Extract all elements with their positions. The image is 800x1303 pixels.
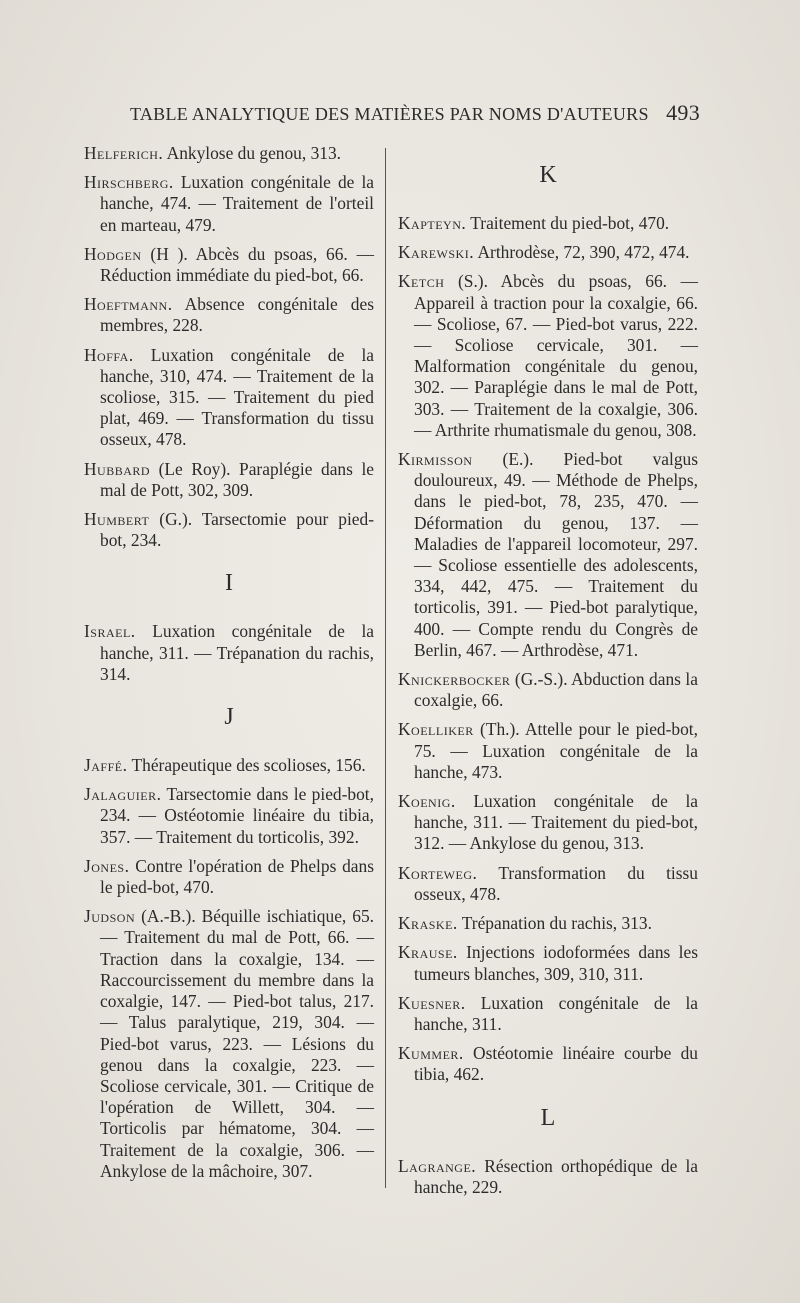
entry-text: (G.-S.). Abduction dans la coxalgie, 66. bbox=[414, 669, 698, 711]
entry-text: Luxation congénitale de la hanche, 310, 474. — Traitement de la scoliose, 315. — Traitement du pied plat, 469. — Transformation du tissu osseux, 478. bbox=[100, 344, 374, 450]
author-name: Jaffé. bbox=[84, 755, 128, 776]
section-letter: L bbox=[540, 1104, 556, 1131]
index-entry bbox=[398, 213, 698, 234]
section-letter: I bbox=[225, 570, 233, 597]
author-name: Koenig. bbox=[398, 791, 456, 812]
index-entry bbox=[84, 621, 374, 685]
entry-text: Ostéotomie linéaire courbe du tibia, 462. bbox=[414, 1043, 698, 1085]
entry-text: (Le Roy). Paraplégie dans le mal de Pott, 302, 309. bbox=[100, 458, 374, 500]
author-name: Kraske. bbox=[398, 913, 458, 934]
author-name: Ketch bbox=[398, 271, 445, 292]
page-number: 493 bbox=[666, 100, 700, 125]
index-entry bbox=[398, 719, 698, 783]
index-entry bbox=[84, 459, 374, 501]
entry-text: (S.). Abcès du psoas, 66. — Appareil à traction pour la coxalgie, 66. — Scoliose, 67. — Pied-bot varus, 222. — Scoliose cervicale, 301. — Malformation congénitale du genou, 302. — Paraplégie dans le mal de Pott, 303. — Traitement de la coxalgie, 306. — Arthrite rhumatismale du genou, 308. bbox=[414, 271, 698, 440]
author-name: Kapteyn. bbox=[398, 213, 467, 233]
entry-text: Luxation congénitale de la hanche, 311. bbox=[414, 992, 698, 1034]
index-entry bbox=[398, 449, 698, 661]
index-entry bbox=[84, 784, 374, 848]
author-name: Hoeftmann. bbox=[84, 294, 173, 315]
entry-text: Luxation congénitale de la hanche, 474. — Traitement de l'orteil en marteau, 479. bbox=[100, 172, 374, 235]
index-entry bbox=[84, 906, 374, 1182]
author-name: Krause. bbox=[398, 942, 458, 963]
author-name: Helferich. bbox=[84, 143, 164, 163]
author-name: Lagrange. bbox=[398, 1155, 477, 1176]
entry-text: Contre l'opération de Phelps dans le pied-bot, 470. bbox=[100, 855, 374, 898]
entry-text: (E.). Pied-bot valgus douloureux, 49. — Méthode de Phelps, dans le pied-bot, 78, 235, 470. — Déformation du genou, 137. — Maladies de l'appareil locomoteur, 297. — Scoliose essentielle des adolescents, 334, 442, 475. — Traitement du torticolis, 391. — Pied-bot paralytique, 400. — Compte rendu du Congrès de Berlin, 467. — Arthrodèse, 471. bbox=[414, 449, 698, 660]
index-entry bbox=[398, 1043, 698, 1085]
index-entry bbox=[84, 143, 374, 164]
entry-text: Transformation du tissu osseux, 478. bbox=[414, 862, 698, 904]
index-entry bbox=[84, 345, 374, 451]
left-column bbox=[84, 143, 374, 1190]
running-header bbox=[130, 96, 700, 130]
entry-text: Injections iodoformées dans les tumeurs blanches, 309, 310, 311. bbox=[414, 942, 698, 984]
entry-text: (Th.). Attelle pour le pied-bot, 75. — Luxation congénitale de la hanche, 473. bbox=[414, 719, 698, 782]
entry-text: Luxation congénitale de la hanche, 311. — Traitement du pied-bot, 312. — Ankylose du genou, 313. bbox=[414, 791, 698, 854]
entry-text: Luxation congénitale de la hanche, 311. — Trépanation du rachis, 314. bbox=[100, 621, 374, 684]
entry-text: (A.-B.). Béquille ischiatique, 65.— Traitement du mal de Pott, 66. — Traction dans la coxalgie, 134. — Raccourcissement du membre dans la coxalgie, 147. — Pied-bot talus, 217. — Talus paralytique, 219, 304. — Pied-bot varus, 223. — Lésions du genou dans la coxalgie, 223. — Scoliose cervicale, 301. — Critique de l'opération de Willett, 304. — Torticolis par hématome, 304. — Traitement de la coxalgie, 306. — Ankylose de la mâchoire, 307. bbox=[100, 906, 374, 1181]
author-name: Hoffa. bbox=[84, 344, 134, 365]
index-entry bbox=[398, 942, 698, 984]
entry-text: Arthrodèse, 72, 390, 472, 474. bbox=[474, 242, 690, 263]
author-name: Kummer. bbox=[398, 1043, 464, 1064]
entry-text: (G.). Tarsectomie pour pied-bot, 234. bbox=[100, 509, 374, 551]
index-entry bbox=[398, 913, 698, 934]
section-letter: J bbox=[224, 704, 234, 731]
index-entry bbox=[398, 791, 698, 855]
author-name: Hodgen bbox=[84, 243, 142, 264]
index-entry bbox=[84, 509, 374, 551]
section-letter: K bbox=[539, 162, 557, 188]
entry-text: Traitement du pied-bot, 470. bbox=[466, 213, 670, 233]
author-name: Hubbard bbox=[84, 458, 151, 479]
author-name: Knickerbocker bbox=[398, 669, 511, 690]
index-entry bbox=[84, 755, 374, 776]
author-name: Humbert bbox=[84, 509, 150, 530]
index-entry bbox=[398, 1156, 698, 1198]
index-entry bbox=[84, 244, 374, 286]
entry-text: Tarsectomie dans le pied-bot, 234. — Ostéotomie linéaire du tibia, 357. — Traitement du torticolis, 392. bbox=[100, 784, 374, 847]
author-name: Jones. bbox=[84, 855, 130, 876]
entry-text: (H ). Abcès du psoas, 66. — Réduction immédiate du pied-bot, 66. bbox=[100, 243, 374, 286]
author-name: Koelliker bbox=[398, 719, 474, 740]
author-name: Jalaguier. bbox=[84, 784, 162, 805]
entry-text: Résection orthopédique de la hanche, 229. bbox=[414, 1155, 698, 1197]
author-name: Judson bbox=[84, 906, 136, 927]
right-column bbox=[398, 143, 698, 1206]
author-name: Israel. bbox=[84, 621, 136, 642]
author-name: Karewski. bbox=[398, 242, 475, 263]
index-entry bbox=[398, 271, 698, 441]
index-entry bbox=[84, 172, 374, 236]
index-entry bbox=[398, 242, 698, 263]
header-title: TABLE ANALYTIQUE DES MATIÈRES PAR NOMS D'AUTEURS bbox=[130, 104, 649, 124]
author-name: Kirmisson bbox=[398, 449, 473, 470]
author-name: Hirschberg. bbox=[84, 172, 174, 193]
index-entry bbox=[398, 993, 698, 1035]
index-entry bbox=[398, 669, 698, 711]
entry-text: Thérapeutique des scolioses, 156. bbox=[127, 755, 366, 776]
author-name: Korteweg. bbox=[398, 862, 478, 883]
author-name: Kuesner. bbox=[398, 992, 466, 1013]
entry-text: Ankylose du genou, 313. bbox=[163, 143, 342, 163]
column-divider bbox=[385, 148, 386, 1188]
index-entry bbox=[398, 863, 698, 905]
index-entry bbox=[84, 856, 374, 898]
entry-text: Absence congénitale des membres, 228. bbox=[100, 294, 374, 336]
entry-text: Trépanation du rachis, 313. bbox=[457, 913, 652, 934]
index-entry bbox=[84, 294, 374, 336]
